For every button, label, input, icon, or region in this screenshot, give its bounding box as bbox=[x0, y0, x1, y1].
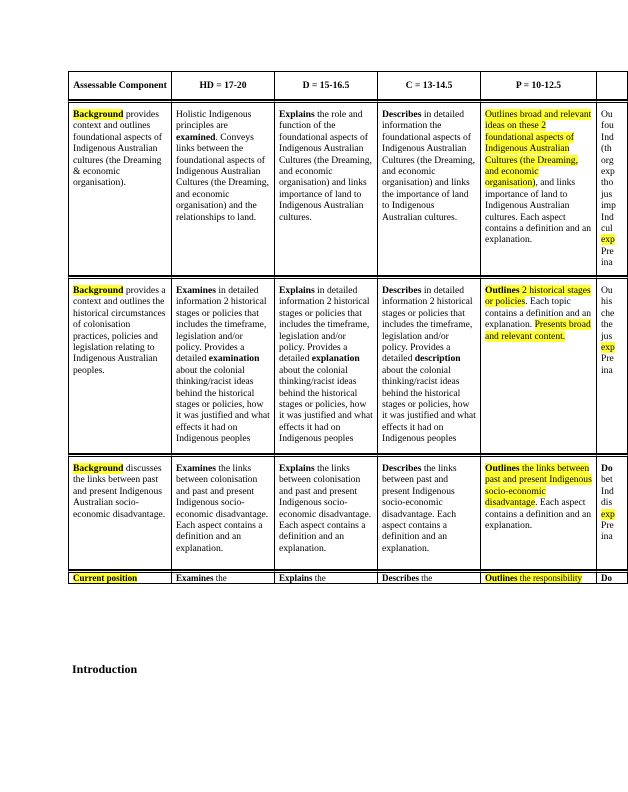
cell-p bbox=[481, 276, 597, 454]
table-row bbox=[68, 570, 628, 584]
cell-text: Ou fou Ind (th org exp tho jus imp Ind cul bbox=[601, 109, 616, 235]
highlighted-text: exp bbox=[601, 342, 615, 354]
cell-p bbox=[481, 454, 597, 570]
header-p: P = 10-12.5 bbox=[481, 71, 597, 100]
cell-d bbox=[275, 276, 378, 454]
cell-text: examination bbox=[208, 353, 260, 365]
highlighted-text: the responsibility bbox=[517, 573, 583, 583]
cell-p bbox=[481, 100, 597, 276]
cell-text: the links between colonisation and past and present Indigenous socio-economic disadvantage. Each aspect contains a definition and an explanation. bbox=[176, 463, 269, 554]
cell-c bbox=[378, 276, 481, 454]
cell-p bbox=[481, 570, 597, 584]
cell-text: . Each topic contains a definition and an explanation. bbox=[485, 296, 592, 331]
cell-text: about the colonial thinking/racist ideas behind the historical stages or policies, how it was justified and what effects it had on Indigenous peoples bbox=[176, 364, 270, 445]
cell-cut-off bbox=[597, 454, 628, 570]
cell-text: , and links importance of land to Indigenous Australian cultures. Each aspect contains a definition and an explanation. bbox=[485, 177, 592, 246]
cell-component bbox=[68, 454, 172, 570]
cell-text: Examines bbox=[176, 285, 216, 296]
cell-text: in detailed information 2 historical stages or policies that includes the timeframe, legislation and/or policy. Provides a detailed bbox=[279, 285, 370, 365]
cell-hd bbox=[172, 570, 275, 584]
cell-text: in detailed information 2 historical stages or policies that includes the timeframe, legislation and/or policy. Provides a detailed bbox=[382, 285, 473, 365]
cell-text: . Conveys links between the foundational aspects of Indigenous Australian Cultures (the Dreaming, and economic organisation) and the relationships to land. bbox=[176, 131, 269, 223]
highlighted-text: exp bbox=[601, 508, 615, 520]
table-row bbox=[68, 276, 628, 454]
cell-text: Examines bbox=[176, 573, 214, 583]
cell-text: Describes bbox=[382, 573, 419, 583]
cell-text: provides a context and outlines the historical circumstances of colonisation practices, policies and legislation relating to Indigenous Australian peoples. bbox=[73, 285, 166, 376]
cell-text: Do bbox=[601, 463, 613, 474]
cell-text: about the colonial thinking/racist ideas behind the historical stages or policies, how it was justified and what effects it had on Indigenous peoples bbox=[279, 364, 373, 445]
cell-text: Describes bbox=[382, 109, 422, 120]
cell-text: about the colonial thinking/racist ideas behind the historical stages or policies, how it was justified and what effects it had on Indigenous peoples bbox=[382, 364, 476, 445]
cell-text: the links between past and present Indigenous socio-economic disadvantage. Each aspect contains a definition and an explanation. bbox=[382, 463, 457, 554]
rubric-table bbox=[68, 71, 628, 584]
cell-text: Pre ina bbox=[601, 520, 614, 543]
cell-c bbox=[378, 100, 481, 276]
highlighted-text: the links between past and present Indigenous socio-economic disadvantage bbox=[485, 463, 592, 509]
highlighted-text: Outlines broad and relevant ideas on these 2 foundational aspects of Indigenous Australian Cultures (the Dreaming, and economic organisation) bbox=[485, 109, 592, 189]
cell-c bbox=[378, 570, 481, 584]
highlighted-text: Current position bbox=[73, 573, 138, 583]
cell-text: the role and function of the foundational aspects of Indigenous Australian Cultures (the Dreaming, and economic organisation) and links importance of land to Indigenous Australian cultures. bbox=[279, 109, 372, 223]
highlighted-text: Outlines bbox=[485, 573, 518, 583]
cell-text: . Each aspect contains a definition and an explanation. bbox=[485, 497, 592, 532]
cell-text: Examines bbox=[176, 463, 216, 474]
cell-text: Describes bbox=[382, 285, 422, 296]
highlighted-text: Background bbox=[73, 285, 124, 296]
cell-text: in detailed information the foundational aspects of Indigenous Australian Cultures (the Dreaming, and economic organisation) and links the importance of land to Indigenous Australian cultures. bbox=[382, 109, 475, 223]
table-row bbox=[68, 454, 628, 570]
cell-hd bbox=[172, 454, 275, 570]
highlighted-text: 2 historical stages or policies bbox=[485, 285, 591, 308]
header-hd: HD = 17-20 bbox=[172, 71, 275, 100]
header-d: D = 15-16.5 bbox=[275, 71, 378, 100]
introduction-heading: Introduction bbox=[72, 662, 138, 676]
cell-text: description bbox=[414, 353, 461, 365]
cell-text: the bbox=[419, 573, 433, 583]
cell-text: Describes bbox=[382, 463, 422, 474]
table-header-row bbox=[68, 71, 628, 100]
cell-text: Holistic Indigenous principles are bbox=[176, 109, 252, 132]
cell-component bbox=[68, 100, 172, 276]
cell-text: in detailed information 2 historical stages or policies that includes the timeframe, legislation and/or policy. Provides a detailed bbox=[176, 285, 267, 365]
cell-text: the bbox=[312, 573, 326, 583]
highlighted-text: Background bbox=[73, 109, 124, 120]
cell-text: explanation bbox=[311, 353, 360, 365]
cell-text: Explains bbox=[279, 109, 315, 120]
cell-d bbox=[275, 454, 378, 570]
highlighted-text: exp bbox=[601, 234, 615, 246]
table-row bbox=[68, 100, 628, 276]
cell-text: Pre ina bbox=[601, 353, 614, 376]
cell-text: bet Ind dis bbox=[601, 474, 614, 509]
cell-text: Ou his che the jus bbox=[601, 285, 615, 342]
header-assessable-component: Assessable Component bbox=[68, 71, 172, 100]
cell-text: Explains bbox=[279, 573, 313, 583]
cell-text: Do bbox=[601, 573, 612, 583]
cell-text: Explains bbox=[279, 285, 315, 296]
cell-component bbox=[68, 570, 172, 584]
header-cut-off bbox=[597, 71, 628, 100]
cell-text: Explains bbox=[279, 463, 315, 474]
highlighted-text: Presents broad and relevant content. bbox=[485, 319, 591, 342]
cell-d bbox=[275, 570, 378, 584]
cell-hd bbox=[172, 276, 275, 454]
cell-cut-off bbox=[597, 276, 628, 454]
highlighted-text: Background bbox=[73, 463, 124, 474]
cell-hd bbox=[172, 100, 275, 276]
cell-component bbox=[68, 276, 172, 454]
highlighted-text: Outlines bbox=[485, 285, 520, 296]
header-c: C = 13-14.5 bbox=[378, 71, 481, 100]
cell-text: Pre ina bbox=[601, 245, 614, 269]
cell-c bbox=[378, 454, 481, 570]
cell-cut-off bbox=[597, 100, 628, 276]
cell-text: provides context and outlines foundational aspects of Indigenous Australian cultures (the Dreaming & economic organisation). bbox=[73, 109, 162, 189]
cell-d bbox=[275, 100, 378, 276]
cell-text: the bbox=[213, 573, 227, 583]
cell-text: examined bbox=[176, 131, 216, 143]
cell-text: the links between colonisation and past and present Indigenous socio-economic disadvantage. Each aspect contains a definition and an explanation. bbox=[279, 463, 372, 554]
cell-text: discusses the links between past and present Indigenous Australian socio-economic disadvantage. bbox=[73, 463, 166, 520]
cell-cut-off bbox=[597, 570, 628, 584]
highlighted-text: Outlines bbox=[485, 463, 520, 474]
